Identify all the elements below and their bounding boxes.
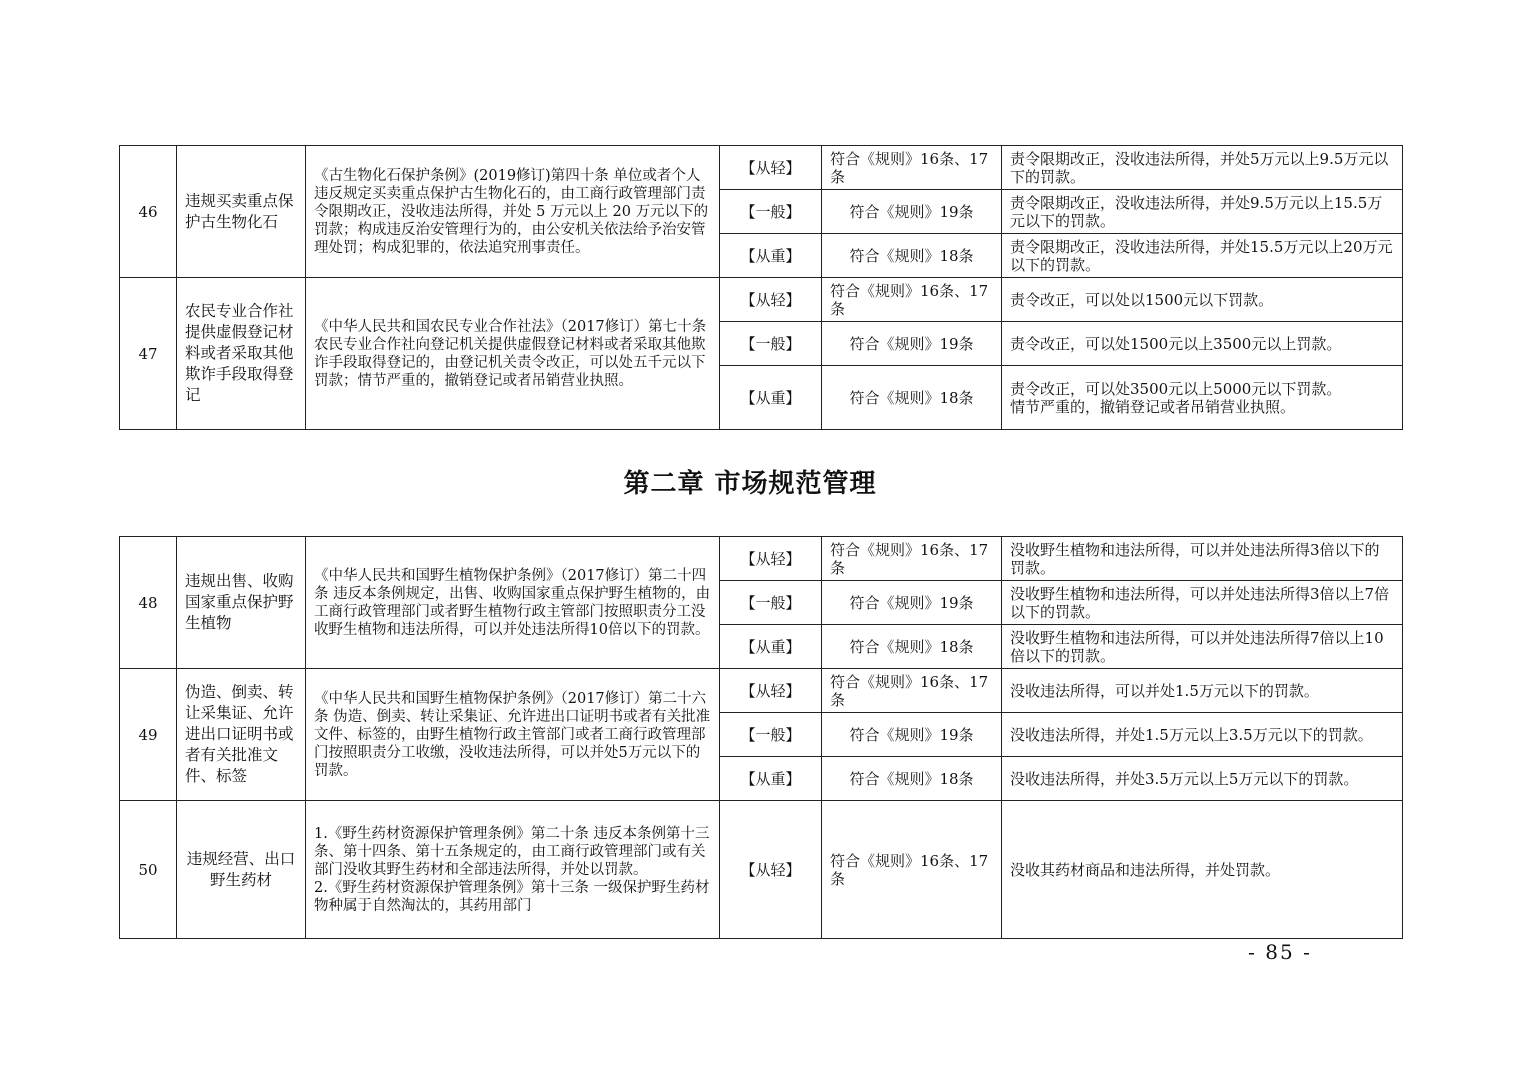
discretion-level: 【从重】 — [720, 757, 822, 801]
penalty-measure: 没收违法所得，并处3.5万元以上5万元以下的罚款。 — [1002, 757, 1403, 801]
violation-name: 伪造、倒卖、转让采集证、允许进出口证明书或者有关批准文件、标签 — [177, 669, 306, 801]
applicable-rule: 符合《规则》16条、17条 — [822, 537, 1002, 581]
legal-basis: 《中华人民共和国野生植物保护条例》（2017修订）第二十六条 伪造、倒卖、转让采集证、允许进出口证明书或者有关批准文件、标签的，由野生植物行政主管部门或者工商行政管理部门按照职责分工收缴，没收违法所得，可以并处5万元以下的罚款。 — [306, 669, 720, 801]
penalty-measure-text: 责令改正，可以处3500元以上5000元以下罚款。 — [1010, 379, 1342, 398]
legal-basis-item: 1.《野生药材资源保护管理条例》第二十条 违反本条例第十三条、第十四条、第十五条规定的，由工商行政管理部门或有关部门没收其野生药材和全部违法所得，并处以罚款。 — [314, 825, 710, 878]
discretion-level: 【一般】 — [720, 713, 822, 757]
discretion-level: 【从重】 — [720, 366, 822, 430]
applicable-rule: 符合《规则》16条、17条 — [822, 146, 1002, 190]
applicable-rule: 符合《规则》18条 — [822, 625, 1002, 669]
penalty-measure: 没收其药材商品和违法所得，并处罚款。 — [1002, 801, 1403, 939]
legal-basis: 《中华人民共和国农民专业合作社法》（2017修订）第七十条 农民专业合作社向登记机关提供虚假登记材料或者采取其他欺诈手段取得登记的，由登记机关责令改正，可以处五千元以下罚款；情节严重的，撤销登记或者吊销营业执照。 — [306, 278, 720, 430]
applicable-rule: 符合《规则》19条 — [822, 581, 1002, 625]
penalty-measure: 责令改正，可以处以1500元以下罚款。 — [1002, 278, 1403, 322]
penalty-measure: 责令限期改正，没收违法所得，并处15.5万元以上20万元以下的罚款。 — [1002, 234, 1403, 278]
penalty-measure: 没收野生植物和违法所得，可以并处违法所得7倍以上10倍以下的罚款。 — [1002, 625, 1403, 669]
applicable-rule: 符合《规则》19条 — [822, 190, 1002, 234]
penalty-measure-extra: 情节严重的，撤销登记或者吊销营业执照。 — [1010, 397, 1296, 416]
applicable-rule: 符合《规则》18条 — [822, 366, 1002, 430]
discretion-level: 【一般】 — [720, 190, 822, 234]
discretion-level: 【一般】 — [720, 581, 822, 625]
table-row — [120, 278, 1403, 322]
table-row — [120, 146, 1403, 190]
legal-basis-item: 2.《野生药材资源保护管理条例》第十三条 一级保护野生药材物种属于自然淘汰的，其药用部门 — [314, 879, 710, 914]
legal-basis: 《古生物化石保护条例》(2019修订)第四十条 单位或者个人违反规定买卖重点保护古生物化石的，由工商行政管理部门责令限期改正，没收违法所得，并处 5 万元以上 20 万元以下的罚款；构成违反治安管理行为的，由公安机关依法给予治安管理处罚；构成犯罪的，依法追究刑事责任。 — [306, 146, 720, 278]
violation-name: 违规出售、收购国家重点保护野生植物 — [177, 537, 306, 669]
discretion-level: 【从重】 — [720, 234, 822, 278]
violation-name: 违规买卖重点保护古生物化石 — [177, 146, 306, 278]
table-row — [120, 669, 1403, 713]
penalty-measure: 没收违法所得，并处1.5万元以上3.5万元以下的罚款。 — [1002, 713, 1403, 757]
applicable-rule: 符合《规则》19条 — [822, 322, 1002, 366]
penalty-measure: 没收违法所得，可以并处1.5万元以下的罚款。 — [1002, 669, 1403, 713]
penalty-measure: 责令限期改正，没收违法所得，并处5万元以上9.5万元以下的罚款。 — [1002, 146, 1403, 190]
penalty-table-2 — [119, 536, 1403, 939]
discretion-level: 【从轻】 — [720, 669, 822, 713]
penalty-measure: 责令限期改正，没收违法所得，并处9.5万元以上15.5万元以下的罚款。 — [1002, 190, 1403, 234]
penalty-measure: 责令改正，可以处1500元以上3500元以上罚款。 — [1002, 322, 1403, 366]
violation-name: 违规经营、出口野生药材 — [177, 801, 306, 939]
legal-basis — [306, 801, 720, 939]
row-number: 46 — [120, 146, 177, 278]
discretion-level: 【从轻】 — [720, 801, 822, 939]
row-number: 49 — [120, 669, 177, 801]
penalty-measure — [1002, 366, 1403, 430]
table-row — [120, 537, 1403, 581]
applicable-rule: 符合《规则》18条 — [822, 757, 1002, 801]
discretion-level: 【从轻】 — [720, 278, 822, 322]
applicable-rule: 符合《规则》16条、17条 — [822, 278, 1002, 322]
penalty-measure: 没收野生植物和违法所得，可以并处违法所得3倍以下的罚款。 — [1002, 537, 1403, 581]
applicable-rule: 符合《规则》18条 — [822, 234, 1002, 278]
table-row — [120, 801, 1403, 939]
penalty-measure: 没收野生植物和违法所得，可以并处违法所得3倍以上7倍以下的罚款。 — [1002, 581, 1403, 625]
row-number: 47 — [120, 278, 177, 430]
discretion-level: 【从轻】 — [720, 537, 822, 581]
chapter-title: 第二章 市场规范管理 — [623, 469, 877, 499]
discretion-level: 【一般】 — [720, 322, 822, 366]
applicable-rule: 符合《规则》16条、17条 — [822, 801, 1002, 939]
page-number: - 85 - — [1248, 940, 1312, 964]
discretion-level: 【从轻】 — [720, 146, 822, 190]
discretion-level: 【从重】 — [720, 625, 822, 669]
applicable-rule: 符合《规则》19条 — [822, 713, 1002, 757]
applicable-rule: 符合《规则》16条、17条 — [822, 669, 1002, 713]
row-number: 50 — [120, 801, 177, 939]
penalty-table-1 — [119, 145, 1403, 430]
legal-basis: 《中华人民共和国野生植物保护条例》（2017修订）第二十四条 违反本条例规定，出售、收购国家重点保护野生植物的，由工商行政管理部门或者野生植物行政主管部门按照职责分工没收野生植物和违法所得，可以并处违法所得10倍以下的罚款。 — [306, 537, 720, 669]
violation-name: 农民专业合作社提供虚假登记材料或者采取其他欺诈手段取得登记 — [177, 278, 306, 430]
row-number: 48 — [120, 537, 177, 669]
